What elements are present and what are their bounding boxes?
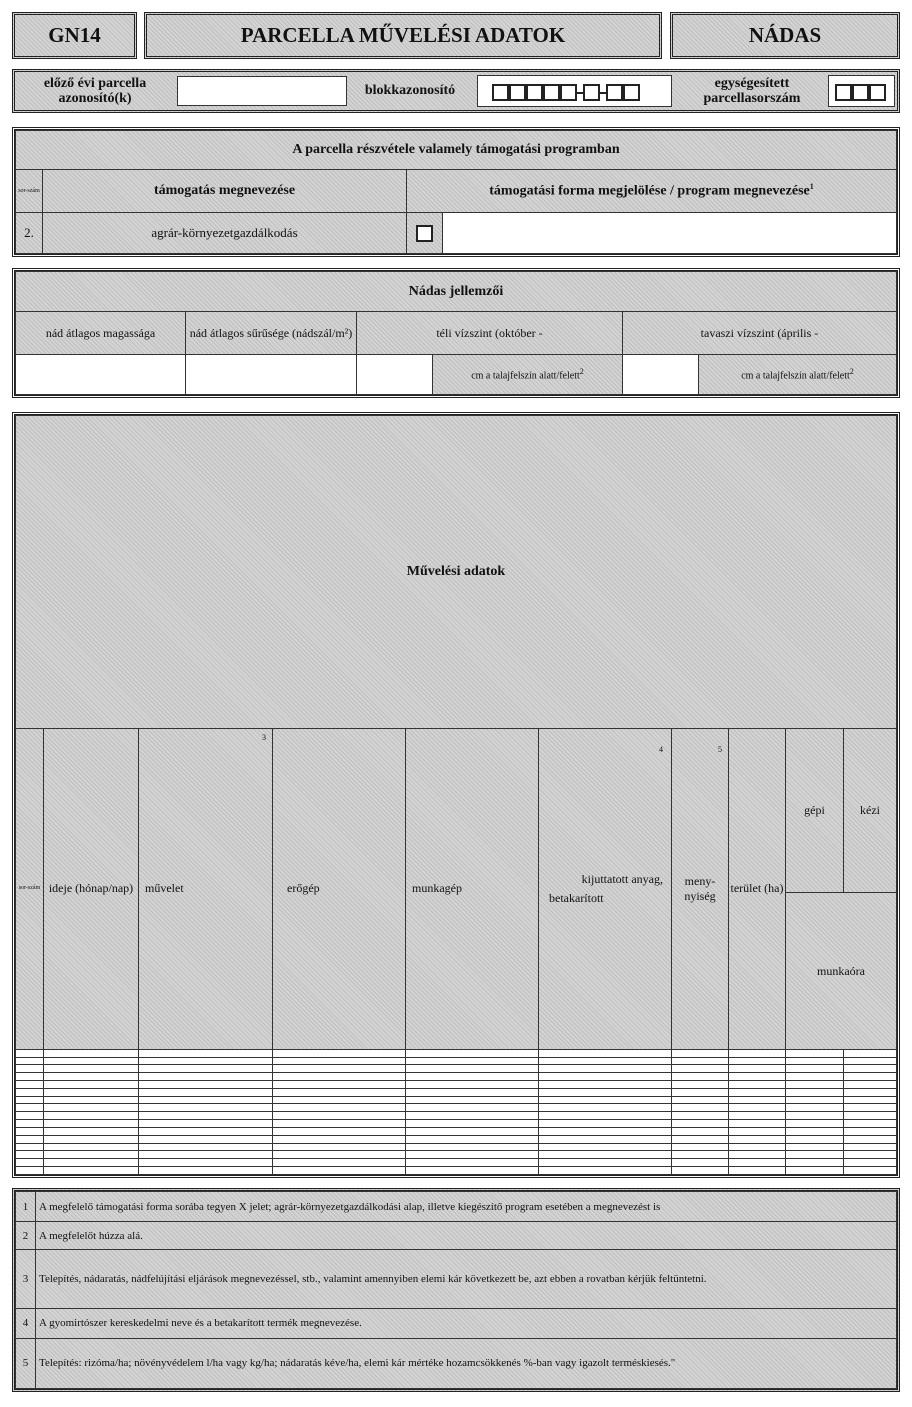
ops-input-cell[interactable] [539,1159,672,1167]
ops-input-cell[interactable] [672,1065,729,1073]
ops-input-cell[interactable] [273,1120,406,1128]
unified-label: egységesített parcellasorszám [703,76,801,106]
ops-input-cell[interactable] [406,1104,539,1112]
ops-input-cell[interactable] [672,1112,729,1120]
ops-input-cell[interactable] [729,1088,786,1096]
ops-input-cell[interactable] [406,1073,539,1081]
ops-input-cell[interactable] [539,1057,672,1065]
ops-input-cell[interactable] [786,1127,844,1135]
ops-input-cell[interactable] [44,1057,139,1065]
ops-input-cell[interactable] [672,1120,729,1128]
ops-row [16,1049,897,1057]
ops-input-cell[interactable] [44,1159,139,1167]
ops-col-power: erőgép [273,728,406,1049]
reed-winter-unit: cm a talajfelszín alatt/felett$^2$ [433,355,623,395]
ops-input-cell[interactable] [844,1127,897,1135]
ops-col-machine: gépi [786,728,844,892]
ops-input-cell[interactable] [844,1166,897,1174]
footnote-row [16,1222,897,1250]
ops-col-operation: művelet 3 [139,728,273,1049]
ops-input-cell[interactable] [844,1057,897,1065]
ops-input-cell[interactable] [844,1112,897,1120]
ops-row-number-cell [16,1135,44,1143]
ops-input-cell[interactable] [729,1065,786,1073]
ops-input-cell[interactable] [539,1073,672,1081]
ops-input-cell[interactable] [539,1127,672,1135]
ops-input-cell[interactable] [139,1159,273,1167]
ops-input-cell[interactable] [729,1049,786,1057]
ops-input-cell[interactable] [273,1104,406,1112]
ops-col-area: terület (ha) [729,728,786,1049]
ops-input-cell[interactable] [786,1112,844,1120]
footnote-number: 1 [16,1192,36,1222]
ops-input-cell[interactable] [729,1166,786,1174]
ops-input-cell[interactable] [273,1081,406,1089]
support-row-num: 2. [16,213,43,254]
ops-input-cell[interactable] [672,1081,729,1089]
ops-input-cell[interactable] [539,1143,672,1151]
ops-input-cell[interactable] [729,1104,786,1112]
ops-input-cell[interactable] [44,1143,139,1151]
ops-input-cell[interactable] [539,1049,672,1057]
ops-input-cell[interactable] [406,1166,539,1174]
unified-input[interactable] [828,75,895,107]
reed-spring-unit: cm a talajfelszín alatt/felett$^2$ [699,355,897,395]
block-id-input[interactable] [477,75,672,107]
support-row-name: agrár-környezetgazdálkodás [43,213,407,254]
ops-input-cell[interactable] [672,1143,729,1151]
footnote-number: 2 [16,1222,36,1250]
prev-parcel-label: előző évi parcella azonosító(k) [43,76,147,106]
ops-row [16,1096,897,1104]
ops-col-date: ideje (hónap/nap) [44,728,139,1049]
ops-input-cell[interactable] [139,1112,273,1120]
ops-input-cell[interactable] [672,1096,729,1104]
reed-winter-label: téli vízszint (október - [357,312,623,355]
ops-row [16,1127,897,1135]
ops-row [16,1057,897,1065]
reed-section [12,268,900,398]
ops-input-cell[interactable] [273,1127,406,1135]
ops-row-number-cell [16,1073,44,1081]
ops-row-number-cell [16,1057,44,1065]
block-id-label: blokkazonosító [364,83,456,98]
ops-input-cell[interactable] [844,1088,897,1096]
ops-input-cell[interactable] [273,1143,406,1151]
support-col-sor: sor-szám [16,170,43,213]
ops-input-cell[interactable] [44,1088,139,1096]
ops-input-cell[interactable] [729,1073,786,1081]
ops-input-cell[interactable] [672,1151,729,1159]
ops-input-cell[interactable] [729,1159,786,1167]
ops-input-cell[interactable] [844,1104,897,1112]
support-program-field[interactable] [443,213,897,254]
ops-row-number-cell [16,1112,44,1120]
ops-input-cell[interactable] [44,1104,139,1112]
support-col-form: támogatási forma megjelölése / program megnevezése$^1$ [407,170,897,213]
ops-input-cell[interactable] [786,1088,844,1096]
ops-input-cell[interactable] [139,1065,273,1073]
ops-col-qty: meny- 5 nyiség [672,728,729,1049]
ops-input-cell[interactable] [539,1104,672,1112]
ops-input-cell[interactable] [672,1159,729,1167]
ops-input-cell[interactable] [44,1112,139,1120]
footnote-row [16,1250,897,1308]
footnotes-section [12,1188,900,1392]
ops-row [16,1081,897,1089]
ops-row-number-cell [16,1065,44,1073]
ops-col-material: kijuttatott anyag, 4 betakarított [539,728,672,1049]
ops-input-cell[interactable] [139,1143,273,1151]
reed-density-label: nád átlagos sűrűsége (nádszál/m²) [186,312,357,355]
ops-input-cell[interactable] [273,1088,406,1096]
ops-input-cell[interactable] [729,1127,786,1135]
ops-input-cell[interactable] [273,1073,406,1081]
ops-input-cell[interactable] [786,1135,844,1143]
ops-input-cell[interactable] [406,1159,539,1167]
ops-input-cell[interactable] [139,1151,273,1159]
ops-input-cell[interactable] [273,1049,406,1057]
ops-row-number-cell [16,1120,44,1128]
ops-input-cell[interactable] [672,1088,729,1096]
parcel-type [670,12,900,59]
footnote-text: A megfelelőt húzza alá. [36,1222,897,1250]
ops-input-cell[interactable] [672,1127,729,1135]
ops-input-cell[interactable] [406,1065,539,1073]
ops-input-cell[interactable] [539,1065,672,1073]
ops-input-cell[interactable] [729,1151,786,1159]
ops-input-cell[interactable] [406,1081,539,1089]
ops-input-cell[interactable] [786,1057,844,1065]
ops-row [16,1073,897,1081]
ops-row-number-cell [16,1159,44,1167]
ops-row-number-cell [16,1166,44,1174]
ops-input-cell[interactable] [786,1096,844,1104]
ops-input-cell[interactable] [539,1112,672,1120]
ops-input-cell[interactable] [139,1104,273,1112]
ops-input-cell[interactable] [44,1151,139,1159]
form-code [12,12,137,59]
ops-input-cell[interactable] [139,1088,273,1096]
ops-input-cell[interactable] [406,1135,539,1143]
ops-input-cell[interactable] [406,1151,539,1159]
ops-input-cell[interactable] [139,1081,273,1089]
ops-input-cell[interactable] [844,1120,897,1128]
footnote-row [16,1338,897,1388]
ops-row-number-cell [16,1088,44,1096]
ops-row-number-cell [16,1151,44,1159]
ops-input-cell[interactable] [139,1057,273,1065]
ops-input-cell[interactable] [844,1073,897,1081]
ops-input-cell[interactable] [406,1096,539,1104]
ops-input-cell[interactable] [672,1073,729,1081]
reed-density-input[interactable] [186,355,357,395]
ops-input-cell[interactable] [139,1049,273,1057]
ops-row-number-cell [16,1049,44,1057]
prev-parcel-input[interactable] [177,76,347,106]
page-title-text: PARCELLA MŰVELÉSI ADATOK [240,23,566,47]
support-section [12,127,900,257]
ops-row-number-cell [16,1127,44,1135]
ops-input-cell[interactable] [786,1151,844,1159]
ops-row-number-cell [16,1081,44,1089]
ops-input-cell[interactable] [139,1073,273,1081]
ops-row [16,1104,897,1112]
ops-input-cell[interactable] [844,1135,897,1143]
ops-input-cell[interactable] [539,1135,672,1143]
ops-input-cell[interactable] [786,1073,844,1081]
ops-input-cell[interactable] [44,1049,139,1057]
ops-input-cell[interactable] [406,1112,539,1120]
ops-row [16,1120,897,1128]
footnote-text: A gyomirtószer kereskedelmi neve és a betakarított termék megnevezése. [36,1308,897,1338]
support-title: A parcella részvétele valamely támogatási programban [16,131,897,170]
footnote-text: Telepítés, nádaratás, nádfelújítási eljárások megnevezéssel, stb., valamint amennyiben elemi kár következett be, azt ebben a rovatban kérjük feltüntetni. [36,1250,897,1308]
ops-row [16,1112,897,1120]
footnote-text: Telepítés: rizóma/ha; növényvédelem l/ha vagy kg/ha; nádaratás kéve/ha, elemi kár mértéke hozamcsökkenés %-ban vagy igazolt terméskiesés." [36,1338,897,1388]
footnote-text: A megfelelő támogatási forma sorába tegyen X jelet; agrár-környezetgazdálkodási alap, illetve kiegészítő program esetében a megnevezést is [36,1192,897,1222]
ops-input-cell[interactable] [729,1135,786,1143]
ops-input-cell[interactable] [672,1057,729,1065]
ops-input-cell[interactable] [139,1127,273,1135]
ops-input-cell[interactable] [44,1120,139,1128]
ops-input-cell[interactable] [406,1120,539,1128]
ops-input-cell[interactable] [539,1081,672,1089]
ops-input-cell[interactable] [844,1143,897,1151]
ops-row [16,1166,897,1174]
ops-input-cell[interactable] [273,1112,406,1120]
ops-col-tool: munkagép [406,728,539,1049]
ops-input-cell[interactable] [844,1096,897,1104]
ops-row [16,1159,897,1167]
ops-input-cell[interactable] [44,1166,139,1174]
id-row [12,69,900,113]
ops-input-cell[interactable] [539,1120,672,1128]
ops-input-cell[interactable] [786,1081,844,1089]
ops-input-cell[interactable] [273,1159,406,1167]
ops-input-cell[interactable] [844,1159,897,1167]
ops-input-cell[interactable] [273,1151,406,1159]
ops-input-cell[interactable] [786,1143,844,1151]
ops-input-cell[interactable] [786,1120,844,1128]
ops-col-hours: munkaóra [786,893,897,1050]
reed-spring-input[interactable] [623,355,699,395]
ops-row [16,1065,897,1073]
parcel-type-text: NÁDAS [748,23,822,47]
ops-col-sor: sor-szám [16,728,44,1049]
ops-input-cell[interactable] [729,1096,786,1104]
ops-col-manual: kézi [844,728,897,892]
reed-height-label: nád átlagos magassága [16,312,186,355]
footnote-row [16,1192,897,1222]
ops-input-cell[interactable] [672,1135,729,1143]
ops-input-cell[interactable] [729,1120,786,1128]
ops-row [16,1151,897,1159]
ops-input-cell[interactable] [273,1096,406,1104]
ops-row-number-cell [16,1143,44,1151]
ops-input-cell[interactable] [672,1049,729,1057]
ops-input-cell[interactable] [672,1104,729,1112]
reed-height-input[interactable] [16,355,186,395]
ops-input-cell[interactable] [786,1065,844,1073]
ops-input-cell[interactable] [273,1135,406,1143]
ops-input-cell[interactable] [406,1057,539,1065]
ops-input-cell[interactable] [729,1112,786,1120]
ops-input-cell[interactable] [786,1049,844,1057]
ops-input-cell[interactable] [406,1127,539,1135]
ops-input-cell[interactable] [539,1088,672,1096]
ops-input-cell[interactable] [844,1065,897,1073]
page-title [144,12,662,59]
ops-input-cell[interactable] [844,1151,897,1159]
ops-input-cell[interactable] [44,1135,139,1143]
ops-row [16,1143,897,1151]
ops-input-cell[interactable] [844,1049,897,1057]
ops-input-cell[interactable] [672,1166,729,1174]
ops-title: Művelési adatok [16,416,897,729]
ops-input-cell[interactable] [406,1143,539,1151]
footnote-number: 3 [16,1250,36,1308]
ops-row-number-cell [16,1104,44,1112]
operations-section [12,412,900,1178]
ops-input-cell[interactable] [44,1081,139,1089]
ops-input-cell[interactable] [729,1057,786,1065]
footnote-row [16,1308,897,1338]
ops-input-cell[interactable] [273,1057,406,1065]
ops-row [16,1135,897,1143]
ops-input-cell[interactable] [44,1065,139,1073]
ops-row-number-cell [16,1096,44,1104]
ops-input-cell[interactable] [273,1065,406,1073]
footnote-number: 5 [16,1338,36,1388]
ops-input-cell[interactable] [729,1081,786,1089]
ops-input-cell[interactable] [139,1120,273,1128]
ops-input-cell[interactable] [539,1166,672,1174]
ops-input-cell[interactable] [139,1166,273,1174]
support-checkbox[interactable] [416,225,433,242]
ops-input-cell[interactable] [786,1104,844,1112]
ops-input-cell[interactable] [786,1159,844,1167]
ops-input-cell[interactable] [139,1096,273,1104]
ops-input-cell[interactable] [729,1143,786,1151]
ops-input-cell[interactable] [273,1166,406,1174]
ops-input-cell[interactable] [406,1049,539,1057]
ops-input-cell[interactable] [44,1096,139,1104]
reed-winter-input[interactable] [357,355,433,395]
reed-spring-label: tavaszi vízszint (április - [623,312,897,355]
ops-input-cell[interactable] [786,1166,844,1174]
support-checkbox-cell [407,213,443,254]
ops-input-cell[interactable] [539,1151,672,1159]
ops-input-cell[interactable] [44,1073,139,1081]
ops-input-cell[interactable] [139,1135,273,1143]
ops-row [16,1088,897,1096]
ops-input-cell[interactable] [539,1096,672,1104]
ops-input-cell[interactable] [844,1081,897,1089]
form-code-text: GN14 [48,23,101,47]
reed-title: Nádas jellemzői [16,272,897,312]
support-col-name: támogatás megnevezése [43,170,407,213]
footnote-number: 4 [16,1308,36,1338]
ops-input-cell[interactable] [406,1088,539,1096]
ops-input-cell[interactable] [44,1127,139,1135]
